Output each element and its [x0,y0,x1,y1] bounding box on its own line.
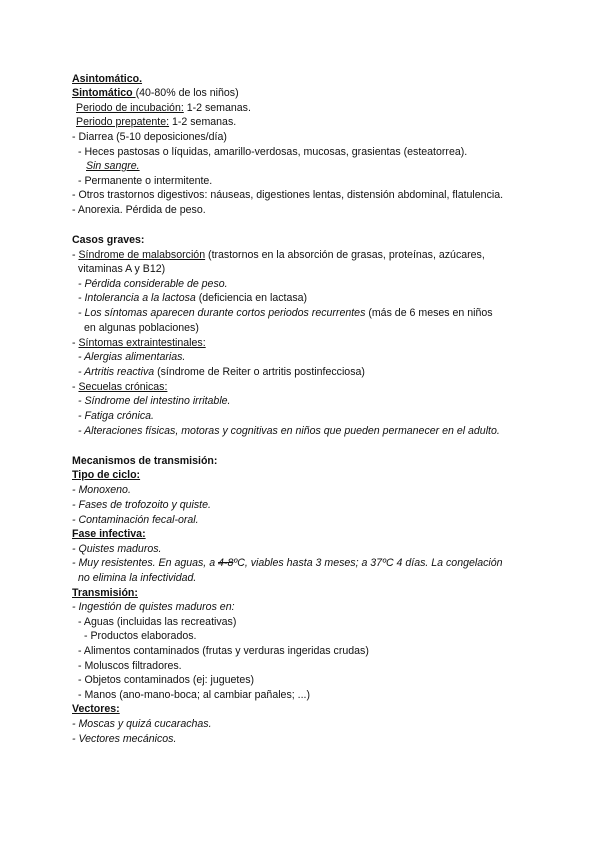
ingestion-item: - Ingestión de quistes maduros en: [72,601,235,613]
extraintestinales-label: Síntomas extraintestinales: [78,337,206,349]
artritis-desc: (síndrome de Reiter o artritis postinfecciosa) [154,366,365,378]
prepatente-value: 1-2 semanas. [169,116,237,128]
contaminacion-item: - Contaminación fecal-oral. [72,514,199,526]
heading-casos-graves: Casos graves: [72,234,145,246]
artritis-line [78,365,365,379]
intestino-irritable-item: - Síndrome del intestino irritable. [78,395,231,407]
artritis-dash: - [78,366,85,378]
aguas-item: - Aguas (incluidas las recreativas) [78,616,237,628]
malabsorcion-line [72,248,485,262]
extraintestinales-line [72,336,206,350]
prepatente-label: Periodo prepatente: [76,116,170,128]
resistentes-struck: 4-8 [218,557,234,569]
heading-asintomatico: Asintomático. [72,73,143,85]
anorexia-item: - Anorexia. Pérdida de peso. [72,204,206,216]
resistentes-cont: no elimina la infectividad. [78,572,197,584]
resistentes-text-a: - Muy resistentes. En aguas, a [72,557,219,569]
alergias-item: - Alergias alimentarias. [78,351,186,363]
diarrea-item: - Diarrea (5-10 deposiciones/día) [72,131,227,143]
intolerancia-desc: (deficiencia en lactasa) [195,292,308,304]
secuelas-label: Secuelas crónicas: [78,381,168,393]
incubacion-line [76,101,251,115]
incubacion-value: 1-2 semanas. [183,102,251,114]
secuelas-line [72,380,167,394]
otros-trastornos-item: - Otros trastornos digestivos: náuseas, digestiones lentas, distensión abdominal, flatulencia. [72,189,504,201]
malabsorcion-desc-cont: vitaminas A y B12) [78,263,166,275]
fatiga-item: - Fatiga crónica. [78,410,154,422]
intolerancia-dash: - [78,292,85,304]
monoxeno-item: - Monoxeno. [72,484,131,496]
malabsorcion-desc: (trastornos en la absorción de grasas, proteínas, azúcares, [205,249,485,261]
malabsorcion-label: Síndrome de malabsorción [78,249,206,261]
sintomas-recurrentes-dash: - [78,307,85,319]
extraintestinales-dash: - [72,337,79,349]
sin-sangre-note: Sin sangre. [86,160,140,172]
resistentes-line [72,556,503,570]
malabsorcion-dash: - [72,249,79,261]
perdida-peso-item: - Pérdida considerable de peso. [78,278,228,290]
heces-item: - Heces pastosas o líquidas, amarillo-verdosas, mucosas, grasientas (esteatorrea). [78,146,468,158]
heading-mecanismos: Mecanismos de transmisión: [72,455,218,467]
alteraciones-item: - Alteraciones físicas, motoras y cognitivas en niños que pueden permanecer en el adulto. [78,425,500,437]
heading-fase-infectiva: Fase infectiva: [72,528,146,540]
sintomatico-percent: (40-80% de los niños) [135,87,239,99]
heading-transmision: Transmisión: [72,587,138,599]
sintomas-recurrentes-desc: (más de 6 meses en niños [365,307,493,319]
manos-item: - Manos (ano-mano-boca; al cambiar pañales; ...) [78,689,310,701]
heading-vectores: Vectores: [72,703,120,715]
vectores-mecanicos-item: - Vectores mecánicos. [72,733,177,745]
sintomas-recurrentes-label: Los síntomas aparecen durante cortos periodos recurrentes [84,307,366,319]
sintomas-recurrentes-cont: en algunas poblaciones) [84,322,199,334]
permanente-item: - Permanente o intermitente. [78,175,213,187]
intolerancia-label: Intolerancia a la lactosa [84,292,196,304]
alimentos-item: - Alimentos contaminados (frutas y verduras ingeridas crudas) [78,645,369,657]
heading-sintomatico: Sintomático [72,87,136,99]
resistentes-text-b: ºC, viables hasta 3 meses; a 37ºC 4 días. La congelación [233,557,503,569]
intolerancia-line [78,291,307,305]
artritis-label: Artritis reactiva [84,366,155,378]
secuelas-dash: - [72,381,79,393]
moluscos-item: - Moluscos filtradores. [78,660,182,672]
quistes-item: - Quistes maduros. [72,543,162,555]
prepatente-line [76,115,236,129]
sintomas-recurrentes-line [78,306,493,320]
moscas-item: - Moscas y quizá cucarachas. [72,718,212,730]
productos-item: - Productos elaborados. [84,630,197,642]
heading-tipo-ciclo: Tipo de ciclo: [72,469,141,481]
incubacion-label: Periodo de incubación: [76,102,184,114]
fases-item: - Fases de trofozoito y quiste. [72,499,211,511]
objetos-item: - Objetos contaminados (ej: juguetes) [78,674,255,686]
sintomatico-line [72,86,239,100]
